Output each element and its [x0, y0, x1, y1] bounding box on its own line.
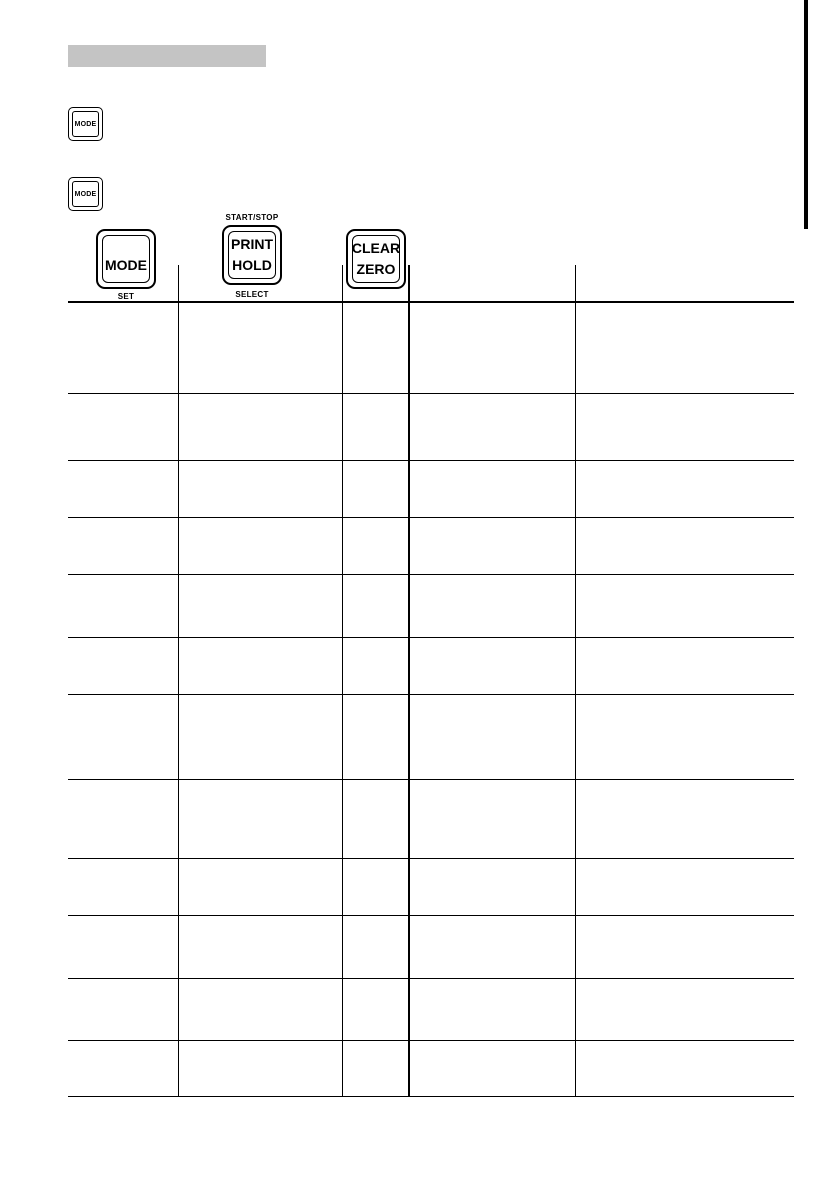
mode-key-icon	[68, 107, 103, 141]
table-row-rule	[68, 637, 794, 638]
table-row-rule	[68, 460, 794, 461]
table-column-divider	[575, 265, 576, 1096]
zero-label: ZERO	[356, 261, 396, 277]
mode-key-label: MODE	[72, 181, 99, 207]
page-edge-marker	[804, 0, 808, 229]
table-row-rule	[68, 574, 794, 575]
table-column-divider	[408, 265, 410, 1096]
select-caption: SELECT	[235, 290, 269, 299]
print-hold-key-icon	[222, 225, 282, 285]
mode-key-icon	[68, 177, 103, 211]
set-caption: SET	[117, 292, 135, 301]
table-row-rule	[68, 393, 794, 394]
table-column-divider	[178, 265, 179, 1096]
table-row-rule	[68, 1040, 794, 1041]
print-label: PRINT	[231, 236, 273, 252]
clear-label: CLEAR	[351, 240, 401, 256]
table-column-divider	[342, 265, 343, 1096]
start-stop-caption: START/STOP	[225, 213, 279, 222]
table-row-rule	[68, 978, 794, 979]
table-row-rule	[68, 915, 794, 916]
table-row-rule	[68, 779, 794, 780]
mode-key-icon	[96, 229, 156, 289]
table-row-rule	[68, 694, 794, 695]
table-row-rule	[68, 517, 794, 518]
clear-zero-key-icon	[346, 229, 406, 289]
mode-key-label: MODE	[105, 257, 147, 273]
hold-label: HOLD	[232, 257, 272, 273]
table-row-rule	[68, 858, 794, 859]
table-bottom-rule	[68, 1096, 794, 1097]
table-header-rule	[68, 301, 794, 303]
section-heading-bar	[68, 45, 266, 67]
mode-key-label: MODE	[72, 111, 99, 137]
